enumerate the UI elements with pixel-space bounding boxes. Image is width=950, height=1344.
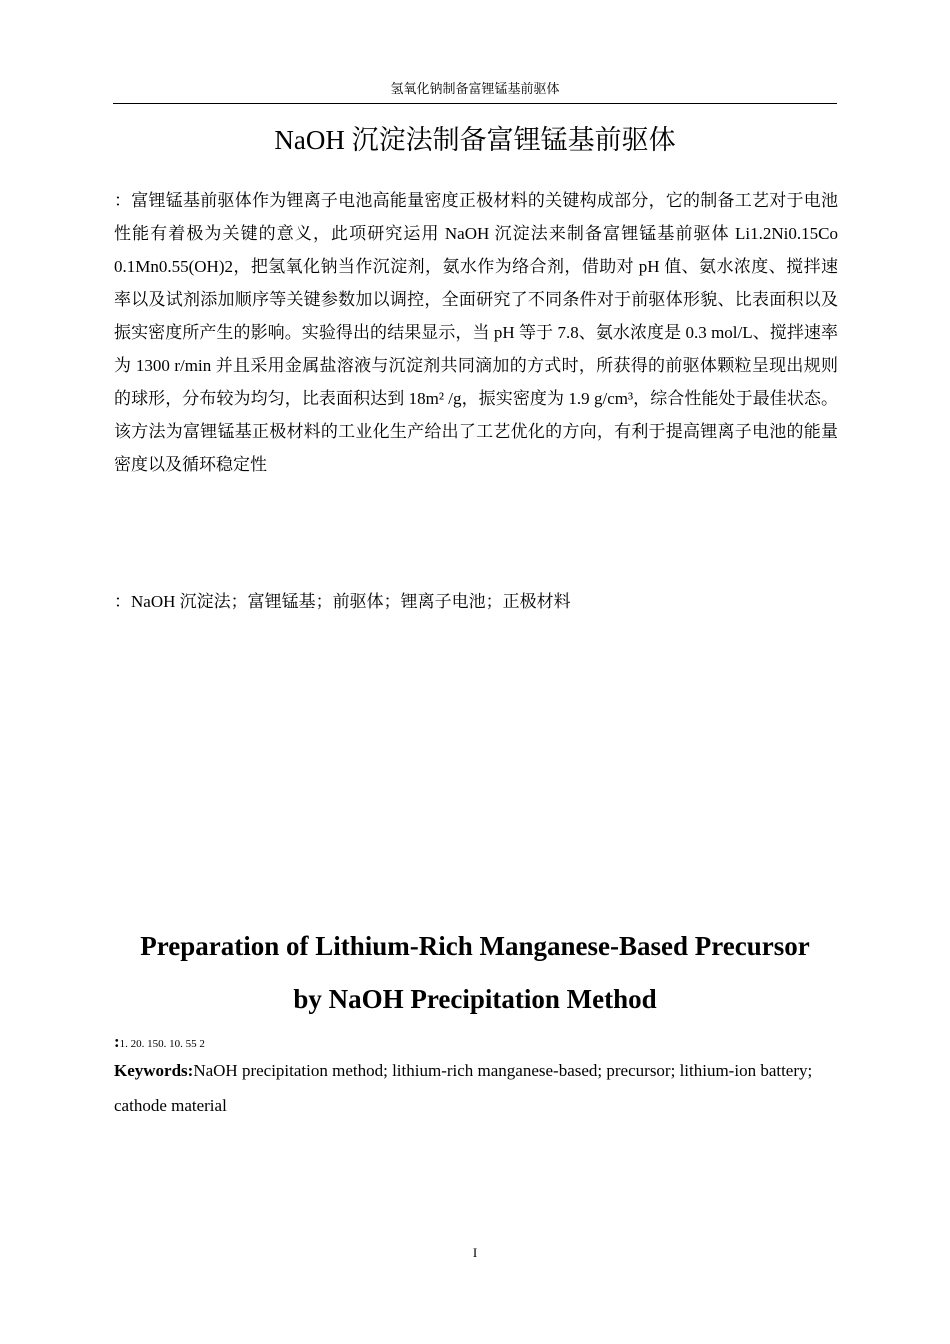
english-keywords: [114, 1053, 838, 1123]
english-keywords-label: Keywords:: [114, 1061, 194, 1080]
chinese-keywords-text: NaOH 沉淀法；富锂锰基；前驱体；锂离子电池；正极材料: [131, 592, 571, 611]
page-number: I: [472, 1245, 478, 1260]
chinese-keywords: [114, 585, 836, 618]
running-header: 氢氧化钠制备富锂锰基前驱体: [390, 81, 560, 96]
header-rule: [113, 103, 837, 104]
chinese-abstract-prefix: ：: [114, 191, 132, 210]
english-abstract-text: 1. 20. 150. 10. 55 2: [119, 1038, 205, 1050]
chinese-keywords-prefix: ：: [114, 592, 131, 611]
chinese-abstract: [114, 184, 838, 481]
english-title: [100, 920, 850, 1026]
chinese-title: NaOH 沉淀法制备富锂锰基前驱体: [274, 125, 676, 155]
english-title-line-1: Preparation of Lithium-Rich Manganese-Based Precursor: [140, 931, 810, 961]
english-title-line-2: by NaOH Precipitation Method: [293, 984, 657, 1014]
english-keywords-text: NaOH precipitation method; lithium-rich manganese-based; precursor; lithium-ion battery; cathode material: [114, 1061, 813, 1115]
chinese-abstract-text: 富锂锰基前驱体作为锂离子电池高能量密度正极材料的关键构成部分，它的制备工艺对于电池性能有着极为关键的意义，此项研究运用 NaOH 沉淀法来制备富锂锰基前驱体 Li1.2Ni0.15Co 0.1Mn0.55(OH)2，把氢氧化钠当作沉淀剂，氨水作为络合剂，借助对 pH 值、氨水浓度、搅拌速率以及试剂添加顺序等关键参数加以调控，全面研究了不同条件对于前驱体形貌、比表面积以及振实密度所产生的影响。实验得出的结果显示，当 pH 等于 7.8、氨水浓度是 0.3 mol/L、搅拌速率为 1300 r/min 并且采用金属盐溶液与沉淀剂共同滴加的方式时，所获得的前驱体颗粒呈现出规则的球形，分布较为均匀，比表面积达到 18m² /g，振实密度为 1.9 g/cm³，综合性能处于最佳状态。该方法为富锂锰基正极材料的工业化生产给出了工艺优化的方向，有利于提高锂离子电池的能量密度以及循环稳定性: [114, 191, 839, 474]
english-abstract-colon: :: [114, 1032, 120, 1051]
